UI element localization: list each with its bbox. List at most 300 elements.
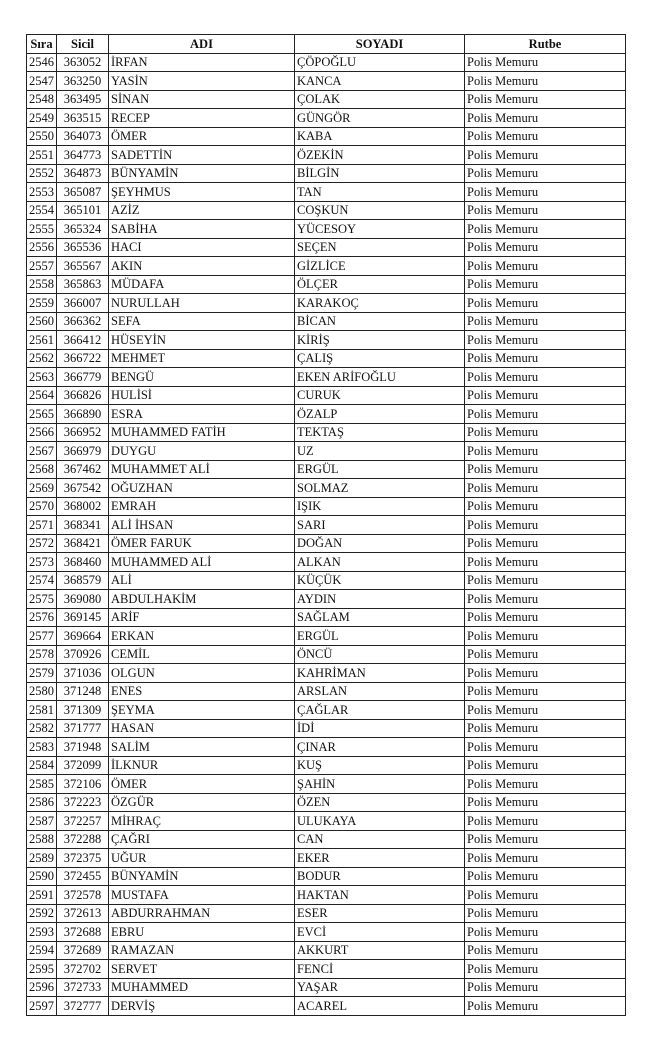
cell-adi: DUYGU <box>109 442 295 461</box>
table-row <box>27 997 626 1016</box>
personnel-table <box>26 34 626 1016</box>
cell-adi: EMRAH <box>109 497 295 516</box>
cell-rutbe: Polis Memuru <box>465 775 626 794</box>
cell-sicil: 366362 <box>57 312 109 331</box>
cell-soyadi: ESER <box>295 904 465 923</box>
table-row <box>27 590 626 609</box>
cell-sicil: 371777 <box>57 719 109 738</box>
cell-rutbe: Polis Memuru <box>465 312 626 331</box>
cell-adi: BÜNYAMİN <box>109 164 295 183</box>
cell-soyadi: GİZLİCE <box>295 257 465 276</box>
cell-sira: 2584 <box>27 756 57 775</box>
cell-soyadi: AKKURT <box>295 941 465 960</box>
cell-adi: RECEP <box>109 109 295 128</box>
cell-sira: 2585 <box>27 775 57 794</box>
cell-sira: 2566 <box>27 423 57 442</box>
table-row <box>27 645 626 664</box>
cell-sicil: 364073 <box>57 127 109 146</box>
cell-rutbe: Polis Memuru <box>465 238 626 257</box>
cell-adi: HULİSİ <box>109 386 295 405</box>
cell-sira: 2570 <box>27 497 57 516</box>
cell-sicil: 372733 <box>57 978 109 997</box>
cell-sicil: 363052 <box>57 53 109 72</box>
cell-rutbe: Polis Memuru <box>465 146 626 165</box>
personnel-list-sheet <box>26 34 625 1016</box>
cell-rutbe: Polis Memuru <box>465 923 626 942</box>
cell-soyadi: ERGÜL <box>295 627 465 646</box>
cell-adi: ESRA <box>109 405 295 424</box>
cell-rutbe: Polis Memuru <box>465 756 626 775</box>
table-row <box>27 534 626 553</box>
header-row <box>27 35 626 54</box>
cell-rutbe: Polis Memuru <box>465 405 626 424</box>
cell-adi: BENGÜ <box>109 368 295 387</box>
cell-rutbe: Polis Memuru <box>465 830 626 849</box>
cell-soyadi: ALKAN <box>295 553 465 572</box>
table-row <box>27 886 626 905</box>
cell-sicil: 372578 <box>57 886 109 905</box>
cell-adi: HÜSEYİN <box>109 331 295 350</box>
table-row <box>27 201 626 220</box>
table-row <box>27 405 626 424</box>
cell-soyadi: AYDIN <box>295 590 465 609</box>
cell-soyadi: DOĞAN <box>295 534 465 553</box>
cell-rutbe: Polis Memuru <box>465 738 626 757</box>
cell-adi: BÜNYAMİN <box>109 867 295 886</box>
cell-rutbe: Polis Memuru <box>465 664 626 683</box>
cell-rutbe: Polis Memuru <box>465 183 626 202</box>
cell-adi: SALİM <box>109 738 295 757</box>
cell-rutbe: Polis Memuru <box>465 479 626 498</box>
cell-soyadi: EKER <box>295 849 465 868</box>
cell-sira: 2596 <box>27 978 57 997</box>
cell-adi: EBRU <box>109 923 295 942</box>
cell-sira: 2554 <box>27 201 57 220</box>
cell-soyadi: ÖZEKİN <box>295 146 465 165</box>
cell-rutbe: Polis Memuru <box>465 645 626 664</box>
cell-sicil: 372455 <box>57 867 109 886</box>
cell-adi: ABDURRAHMAN <box>109 904 295 923</box>
cell-sicil: 366779 <box>57 368 109 387</box>
cell-soyadi: YAŞAR <box>295 978 465 997</box>
cell-adi: ÇAĞRI <box>109 830 295 849</box>
cell-sira: 2564 <box>27 386 57 405</box>
cell-rutbe: Polis Memuru <box>465 368 626 387</box>
cell-soyadi: HAKTAN <box>295 886 465 905</box>
cell-sira: 2597 <box>27 997 57 1016</box>
cell-adi: UĞUR <box>109 849 295 868</box>
table-row <box>27 738 626 757</box>
cell-sira: 2576 <box>27 608 57 627</box>
table-row <box>27 460 626 479</box>
cell-soyadi: CURUK <box>295 386 465 405</box>
cell-sicil: 366890 <box>57 405 109 424</box>
cell-soyadi: BİCAN <box>295 312 465 331</box>
cell-adi: ÖMER <box>109 127 295 146</box>
cell-rutbe: Polis Memuru <box>465 941 626 960</box>
cell-sicil: 368002 <box>57 497 109 516</box>
header-sira: Sıra <box>27 35 57 54</box>
table-row <box>27 775 626 794</box>
table-row <box>27 867 626 886</box>
cell-adi: MİHRAÇ <box>109 812 295 831</box>
cell-sira: 2551 <box>27 146 57 165</box>
cell-adi: MUHAMMET ALİ <box>109 460 295 479</box>
cell-sira: 2555 <box>27 220 57 239</box>
cell-soyadi: SARI <box>295 516 465 535</box>
table-row <box>27 960 626 979</box>
cell-sira: 2552 <box>27 164 57 183</box>
cell-rutbe: Polis Memuru <box>465 164 626 183</box>
cell-rutbe: Polis Memuru <box>465 701 626 720</box>
table-row <box>27 978 626 997</box>
cell-sicil: 365567 <box>57 257 109 276</box>
cell-adi: ŞEYMA <box>109 701 295 720</box>
cell-rutbe: Polis Memuru <box>465 793 626 812</box>
cell-rutbe: Polis Memuru <box>465 812 626 831</box>
cell-adi: ÖZGÜR <box>109 793 295 812</box>
cell-adi: ALİ <box>109 571 295 590</box>
table-row <box>27 497 626 516</box>
table-row <box>27 664 626 683</box>
cell-sicil: 372288 <box>57 830 109 849</box>
cell-sicil: 366826 <box>57 386 109 405</box>
cell-sira: 2589 <box>27 849 57 868</box>
table-row <box>27 553 626 572</box>
cell-sira: 2592 <box>27 904 57 923</box>
cell-sira: 2579 <box>27 664 57 683</box>
cell-soyadi: EVCİ <box>295 923 465 942</box>
table-row <box>27 109 626 128</box>
cell-adi: SERVET <box>109 960 295 979</box>
cell-sira: 2591 <box>27 886 57 905</box>
cell-adi: ÖMER <box>109 775 295 794</box>
cell-sira: 2587 <box>27 812 57 831</box>
cell-adi: CEMİL <box>109 645 295 664</box>
cell-sira: 2571 <box>27 516 57 535</box>
cell-sira: 2594 <box>27 941 57 960</box>
cell-sira: 2557 <box>27 257 57 276</box>
cell-sira: 2553 <box>27 183 57 202</box>
cell-sicil: 372702 <box>57 960 109 979</box>
cell-sicil: 372099 <box>57 756 109 775</box>
cell-rutbe: Polis Memuru <box>465 349 626 368</box>
cell-sicil: 372257 <box>57 812 109 831</box>
cell-soyadi: SAĞLAM <box>295 608 465 627</box>
cell-adi: NURULLAH <box>109 294 295 313</box>
table-row <box>27 127 626 146</box>
cell-adi: SİNAN <box>109 90 295 109</box>
cell-sicil: 366952 <box>57 423 109 442</box>
cell-soyadi: BODUR <box>295 867 465 886</box>
cell-adi: HASAN <box>109 719 295 738</box>
cell-soyadi: BİLGİN <box>295 164 465 183</box>
table-row <box>27 164 626 183</box>
cell-rutbe: Polis Memuru <box>465 682 626 701</box>
cell-rutbe: Polis Memuru <box>465 460 626 479</box>
cell-adi: İLKNUR <box>109 756 295 775</box>
cell-rutbe: Polis Memuru <box>465 423 626 442</box>
cell-adi: SABİHA <box>109 220 295 239</box>
cell-rutbe: Polis Memuru <box>465 220 626 239</box>
cell-soyadi: KAHRİMAN <box>295 664 465 683</box>
cell-adi: ARİF <box>109 608 295 627</box>
table-header <box>27 35 626 54</box>
cell-adi: AKIN <box>109 257 295 276</box>
cell-soyadi: SEÇEN <box>295 238 465 257</box>
table-row <box>27 349 626 368</box>
cell-soyadi: EKEN ARİFOĞLU <box>295 368 465 387</box>
cell-rutbe: Polis Memuru <box>465 849 626 868</box>
cell-adi: MUHAMMED ALİ <box>109 553 295 572</box>
cell-rutbe: Polis Memuru <box>465 571 626 590</box>
table-row <box>27 923 626 942</box>
cell-adi: ENES <box>109 682 295 701</box>
cell-soyadi: SOLMAZ <box>295 479 465 498</box>
cell-soyadi: KARAKOÇ <box>295 294 465 313</box>
cell-soyadi: ÇÖPOĞLU <box>295 53 465 72</box>
cell-sira: 2583 <box>27 738 57 757</box>
cell-soyadi: CAN <box>295 830 465 849</box>
cell-adi: ALİ İHSAN <box>109 516 295 535</box>
cell-soyadi: ULUKAYA <box>295 812 465 831</box>
table-row <box>27 220 626 239</box>
table-row <box>27 849 626 868</box>
table-row <box>27 442 626 461</box>
cell-sira: 2560 <box>27 312 57 331</box>
table-row <box>27 312 626 331</box>
cell-rutbe: Polis Memuru <box>465 886 626 905</box>
cell-adi: DERVİŞ <box>109 997 295 1016</box>
cell-rutbe: Polis Memuru <box>465 497 626 516</box>
header-rutbe: Rutbe <box>465 35 626 54</box>
cell-adi: ABDULHAKİM <box>109 590 295 609</box>
cell-soyadi: ÇINAR <box>295 738 465 757</box>
cell-sicil: 372223 <box>57 793 109 812</box>
cell-sira: 2578 <box>27 645 57 664</box>
header-soyadi: SOYADI <box>295 35 465 54</box>
cell-sira: 2575 <box>27 590 57 609</box>
cell-sicil: 366007 <box>57 294 109 313</box>
cell-adi: MUSTAFA <box>109 886 295 905</box>
cell-adi: MÜDAFA <box>109 275 295 294</box>
table-body <box>27 53 626 1015</box>
cell-rutbe: Polis Memuru <box>465 257 626 276</box>
cell-sira: 2567 <box>27 442 57 461</box>
table-row <box>27 793 626 812</box>
cell-adi: ŞEYHMUS <box>109 183 295 202</box>
cell-sira: 2558 <box>27 275 57 294</box>
cell-rutbe: Polis Memuru <box>465 72 626 91</box>
cell-sira: 2568 <box>27 460 57 479</box>
cell-adi: MEHMET <box>109 349 295 368</box>
table-row <box>27 812 626 831</box>
cell-soyadi: ÖNCÜ <box>295 645 465 664</box>
cell-sira: 2547 <box>27 72 57 91</box>
cell-sira: 2550 <box>27 127 57 146</box>
table-row <box>27 368 626 387</box>
cell-sira: 2548 <box>27 90 57 109</box>
cell-sicil: 371309 <box>57 701 109 720</box>
cell-sicil: 363515 <box>57 109 109 128</box>
table-row <box>27 904 626 923</box>
cell-sira: 2586 <box>27 793 57 812</box>
cell-sicil: 365087 <box>57 183 109 202</box>
cell-soyadi: KÜÇÜK <box>295 571 465 590</box>
table-row <box>27 756 626 775</box>
cell-soyadi: ŞAHİN <box>295 775 465 794</box>
cell-rutbe: Polis Memuru <box>465 997 626 1016</box>
table-row <box>27 719 626 738</box>
cell-sira: 2559 <box>27 294 57 313</box>
cell-sira: 2580 <box>27 682 57 701</box>
cell-sicil: 372689 <box>57 941 109 960</box>
header-sicil: Sicil <box>57 35 109 54</box>
table-row <box>27 516 626 535</box>
cell-sicil: 363495 <box>57 90 109 109</box>
cell-soyadi: GÜNGÖR <box>295 109 465 128</box>
cell-rutbe: Polis Memuru <box>465 627 626 646</box>
cell-soyadi: IŞIK <box>295 497 465 516</box>
cell-sicil: 372613 <box>57 904 109 923</box>
cell-sicil: 365324 <box>57 220 109 239</box>
cell-sicil: 371248 <box>57 682 109 701</box>
cell-sira: 2593 <box>27 923 57 942</box>
cell-rutbe: Polis Memuru <box>465 442 626 461</box>
cell-soyadi: ÖZEN <box>295 793 465 812</box>
cell-sicil: 372375 <box>57 849 109 868</box>
cell-sicil: 366722 <box>57 349 109 368</box>
cell-sicil: 364773 <box>57 146 109 165</box>
cell-sira: 2590 <box>27 867 57 886</box>
cell-soyadi: ARSLAN <box>295 682 465 701</box>
cell-soyadi: TAN <box>295 183 465 202</box>
cell-adi: SADETTİN <box>109 146 295 165</box>
cell-adi: OLGUN <box>109 664 295 683</box>
cell-sicil: 371948 <box>57 738 109 757</box>
cell-rutbe: Polis Memuru <box>465 201 626 220</box>
cell-soyadi: ÖLÇER <box>295 275 465 294</box>
cell-adi: AZİZ <box>109 201 295 220</box>
cell-sira: 2595 <box>27 960 57 979</box>
cell-sira: 2573 <box>27 553 57 572</box>
cell-soyadi: KANCA <box>295 72 465 91</box>
cell-soyadi: YÜCESOY <box>295 220 465 239</box>
cell-sicil: 367542 <box>57 479 109 498</box>
cell-sira: 2562 <box>27 349 57 368</box>
cell-rutbe: Polis Memuru <box>465 294 626 313</box>
cell-sicil: 371036 <box>57 664 109 683</box>
cell-sira: 2582 <box>27 719 57 738</box>
cell-sira: 2588 <box>27 830 57 849</box>
cell-rutbe: Polis Memuru <box>465 867 626 886</box>
cell-soyadi: COŞKUN <box>295 201 465 220</box>
cell-adi: OĞUZHAN <box>109 479 295 498</box>
cell-rutbe: Polis Memuru <box>465 90 626 109</box>
table-row <box>27 571 626 590</box>
cell-soyadi: KİRİŞ <box>295 331 465 350</box>
cell-sicil: 365863 <box>57 275 109 294</box>
cell-sira: 2561 <box>27 331 57 350</box>
cell-sicil: 368579 <box>57 571 109 590</box>
cell-sicil: 366412 <box>57 331 109 350</box>
cell-sicil: 369145 <box>57 608 109 627</box>
cell-soyadi: FENCİ <box>295 960 465 979</box>
cell-rutbe: Polis Memuru <box>465 275 626 294</box>
table-row <box>27 682 626 701</box>
cell-soyadi: ÖZALP <box>295 405 465 424</box>
cell-sira: 2574 <box>27 571 57 590</box>
cell-sicil: 372777 <box>57 997 109 1016</box>
table-row <box>27 238 626 257</box>
cell-sicil: 367462 <box>57 460 109 479</box>
cell-rutbe: Polis Memuru <box>465 53 626 72</box>
cell-adi: HACI <box>109 238 295 257</box>
table-row <box>27 90 626 109</box>
table-row <box>27 183 626 202</box>
cell-soyadi: KABA <box>295 127 465 146</box>
table-row <box>27 53 626 72</box>
cell-soyadi: ÇOLAK <box>295 90 465 109</box>
cell-soyadi: ÇALIŞ <box>295 349 465 368</box>
table-row <box>27 701 626 720</box>
cell-adi: SEFA <box>109 312 295 331</box>
cell-rutbe: Polis Memuru <box>465 608 626 627</box>
cell-sira: 2565 <box>27 405 57 424</box>
cell-sira: 2581 <box>27 701 57 720</box>
cell-adi: İRFAN <box>109 53 295 72</box>
cell-sira: 2577 <box>27 627 57 646</box>
cell-rutbe: Polis Memuru <box>465 386 626 405</box>
table-row <box>27 830 626 849</box>
cell-soyadi: ERGÜL <box>295 460 465 479</box>
cell-sira: 2546 <box>27 53 57 72</box>
table-row <box>27 608 626 627</box>
cell-sicil: 365101 <box>57 201 109 220</box>
cell-rutbe: Polis Memuru <box>465 109 626 128</box>
table-row <box>27 479 626 498</box>
cell-soyadi: TEKTAŞ <box>295 423 465 442</box>
cell-sicil: 369080 <box>57 590 109 609</box>
cell-rutbe: Polis Memuru <box>465 978 626 997</box>
cell-soyadi: UZ <box>295 442 465 461</box>
cell-rutbe: Polis Memuru <box>465 534 626 553</box>
cell-sicil: 366979 <box>57 442 109 461</box>
cell-rutbe: Polis Memuru <box>465 719 626 738</box>
cell-rutbe: Polis Memuru <box>465 553 626 572</box>
cell-sicil: 369664 <box>57 627 109 646</box>
cell-sira: 2569 <box>27 479 57 498</box>
cell-soyadi: İDİ <box>295 719 465 738</box>
cell-sira: 2549 <box>27 109 57 128</box>
cell-sira: 2572 <box>27 534 57 553</box>
table-row <box>27 941 626 960</box>
cell-soyadi: KUŞ <box>295 756 465 775</box>
cell-rutbe: Polis Memuru <box>465 331 626 350</box>
cell-adi: RAMAZAN <box>109 941 295 960</box>
table-row <box>27 627 626 646</box>
table-row <box>27 275 626 294</box>
table-row <box>27 146 626 165</box>
cell-sicil: 372106 <box>57 775 109 794</box>
cell-adi: YASİN <box>109 72 295 91</box>
cell-soyadi: ÇAĞLAR <box>295 701 465 720</box>
table-row <box>27 257 626 276</box>
table-row <box>27 386 626 405</box>
cell-rutbe: Polis Memuru <box>465 590 626 609</box>
cell-sicil: 368421 <box>57 534 109 553</box>
table-row <box>27 72 626 91</box>
